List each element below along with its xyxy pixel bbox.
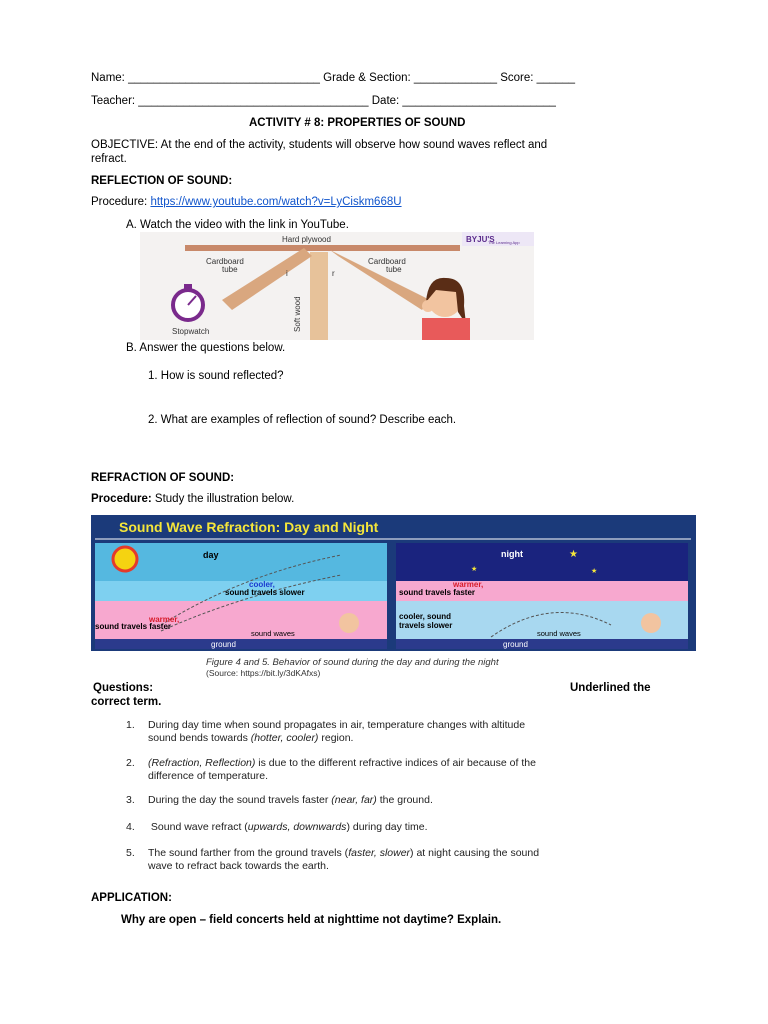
stopwatch-label: Stopwatch — [172, 327, 210, 336]
question-term-options: upwards, downwards — [247, 821, 347, 833]
step-b: B. Answer the questions below. — [126, 342, 286, 354]
reflection-question-1: 1. How is sound reflected? — [148, 370, 284, 382]
night-warm-label-1: warmer, — [453, 580, 484, 589]
day-sky — [95, 543, 387, 581]
question-line — [126, 719, 525, 731]
star-icon-2: ★ — [591, 567, 598, 575]
listener-shirt — [422, 318, 470, 340]
questions-instruction: Underlined the — [570, 682, 651, 694]
night-cool-label-2: travels slower — [399, 621, 453, 630]
question-line — [126, 732, 353, 744]
question-text: sound bends towards — [148, 732, 251, 744]
application-heading: APPLICATION: — [91, 892, 172, 904]
day-warm-label-2: sound travels faster — [95, 622, 172, 631]
reflection-diagram — [140, 232, 534, 340]
reflection-figure — [140, 232, 534, 340]
step-a: A. Watch the video with the link in YouTube. — [126, 219, 349, 231]
left-tube-label-1: Cardboard — [206, 257, 244, 266]
reflection-heading: REFLECTION OF SOUND: — [91, 175, 233, 187]
night-person-icon — [641, 613, 661, 633]
figure-caption: Figure 4 and 5. Behavior of sound during the day and during the night — [206, 657, 499, 668]
day-ground — [95, 639, 387, 649]
question-line — [126, 847, 539, 859]
right-tube-label-2: tube — [386, 265, 402, 274]
question-text-end: the ground. — [376, 794, 433, 806]
star-icon-1: ★ — [569, 549, 578, 560]
soft-wood-label: Soft wood — [293, 296, 302, 332]
reflected-angle-label: r — [332, 269, 335, 278]
logo-sub-text: The Learning App — [488, 240, 520, 245]
day-cool-label-1: cooler, — [249, 580, 275, 589]
question-line — [126, 757, 536, 769]
refraction-figure-title: Sound Wave Refraction: Day and Night — [119, 519, 379, 535]
question-text-end: region. — [318, 732, 354, 744]
day-cool-label-2: sound travels slower — [225, 588, 305, 597]
night-sky — [396, 543, 688, 581]
sun-icon — [113, 547, 137, 571]
incident-angle-label: i — [286, 269, 288, 278]
day-person-icon — [339, 613, 359, 633]
activity-title: ACTIVITY # 8: PROPERTIES OF SOUND — [249, 117, 466, 129]
question-line — [126, 821, 428, 833]
night-label: night — [501, 549, 523, 559]
hard-plywood-label: Hard plywood — [282, 235, 331, 244]
question-text: difference of temperature. — [148, 770, 269, 782]
name-line: Name: ______________________________ Grade & Section: _____________ Score: ______ — [91, 72, 576, 84]
night-cool-label-1: cooler, sound — [399, 612, 452, 621]
questions-label: Questions: — [93, 682, 154, 694]
objective-line-2: refract. — [91, 153, 127, 165]
teacher-line: Teacher: ____________________________________ Date: ________________________ — [91, 95, 556, 107]
day-ground-label: ground — [211, 640, 236, 649]
questions-instruction-cont: correct term. — [91, 696, 162, 708]
question-number: 4. — [126, 821, 135, 833]
objective-line-1: OBJECTIVE: At the end of the activity, students will observe how sound waves reflect and — [91, 139, 548, 151]
night-ground-label: ground — [503, 640, 528, 649]
refraction-heading: REFRACTION OF SOUND: — [91, 472, 235, 484]
question-term-options: (near, far) — [331, 794, 377, 806]
refraction-diagram — [91, 515, 696, 651]
left-tube-label-2: tube — [222, 265, 238, 274]
youtube-link[interactable]: https://www.youtube.com/watch?v=LyCiskm668U — [150, 196, 402, 208]
figure-source: (Source: https://bit.ly/3dKAfxs) — [206, 668, 321, 678]
star-icon-3: ★ — [471, 565, 478, 573]
procedure-text: Study the illustration below. — [151, 493, 295, 505]
reflection-question-2: 2. What are examples of reflection of sound? Describe each. — [148, 414, 457, 426]
question-text: wave to refract back towards the earth. — [148, 860, 329, 872]
question-text: The sound farther from the ground travels ( — [148, 847, 349, 859]
question-text: During day time when sound propagates in air, temperature changes with altitude — [148, 719, 526, 731]
refraction-figure — [91, 515, 696, 651]
soft-wood-board — [310, 252, 328, 340]
refraction-procedure — [91, 493, 294, 505]
reflection-procedure — [91, 196, 402, 208]
hard-plywood-bar — [185, 245, 460, 251]
night-warm-label-2: sound travels faster — [399, 588, 476, 597]
day-waves-label: sound waves — [251, 629, 295, 638]
day-label: day — [203, 550, 219, 560]
right-tube-label-1: Cardboard — [368, 257, 406, 266]
question-term-options: faster, slower — [348, 847, 411, 859]
question-term-options: (Refraction, Reflection) — [148, 757, 256, 769]
procedure-label: Procedure: — [91, 196, 151, 208]
question-text-end: ) during day time. — [346, 821, 428, 833]
question-line — [126, 770, 268, 782]
question-term-options: (hotter, cooler) — [250, 732, 319, 744]
night-ground — [396, 639, 688, 649]
question-text: During the day the sound travels faster — [148, 794, 332, 806]
listener-hand — [422, 300, 434, 312]
logo-text: BYJU'S — [466, 235, 495, 244]
question-text: Sound wave refract ( — [148, 821, 248, 833]
question-text-end: is due to the different refractive indices of air because of the — [255, 757, 536, 769]
night-waves-label: sound waves — [537, 629, 581, 638]
question-text-end: ) at night causing the sound — [410, 847, 540, 859]
application-question: Why are open – field concerts held at nighttime not daytime? Explain. — [121, 914, 502, 926]
procedure-bold: Procedure: — [91, 493, 152, 505]
question-number: 2. — [126, 757, 135, 769]
question-number: 1. — [126, 719, 135, 731]
question-number: 3. — [126, 794, 135, 806]
day-warm-label-1: warmer, — [149, 615, 180, 624]
question-line — [126, 794, 433, 806]
question-line — [126, 860, 329, 872]
question-number: 5. — [126, 847, 135, 859]
